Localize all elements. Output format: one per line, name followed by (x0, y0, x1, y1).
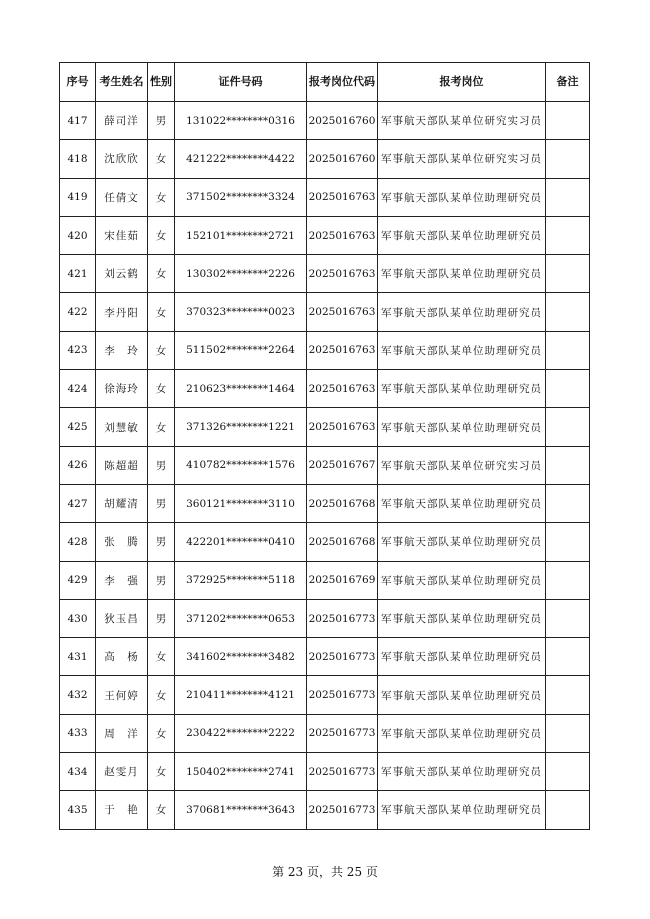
cell-name: 陈超超 (96, 446, 148, 484)
cell-note (546, 102, 590, 140)
cell-gender: 女 (148, 638, 175, 676)
cell-id: 421222********4422 (175, 140, 307, 178)
cell-id: 511502********2264 (175, 331, 307, 369)
table-row (60, 523, 590, 561)
cell-code: 2025016763 (307, 331, 378, 369)
cell-gender: 女 (148, 408, 175, 446)
header-id: 证件号码 (175, 63, 307, 102)
cell-seq: 426 (60, 446, 96, 484)
table-row (60, 561, 590, 599)
cell-gender: 女 (148, 331, 175, 369)
cell-id: 360121********3110 (175, 484, 307, 522)
cell-post: 军事航天部队某单位研究实习员 (378, 102, 546, 140)
cell-note (546, 140, 590, 178)
cell-post: 军事航天部队某单位助理研究员 (378, 484, 546, 522)
cell-post: 军事航天部队某单位助理研究员 (378, 370, 546, 408)
cell-seq: 428 (60, 523, 96, 561)
cell-seq: 422 (60, 293, 96, 331)
cell-code: 2025016769 (307, 561, 378, 599)
table-row (60, 370, 590, 408)
cell-gender: 男 (148, 446, 175, 484)
cell-id: 152101********2721 (175, 216, 307, 254)
cell-post: 军事航天部队某单位助理研究员 (378, 408, 546, 446)
cell-seq: 434 (60, 753, 96, 791)
cell-code: 2025016763 (307, 216, 378, 254)
cell-post: 军事航天部队某单位助理研究员 (378, 216, 546, 254)
table-row (60, 216, 590, 254)
cell-post: 军事航天部队某单位助理研究员 (378, 753, 546, 791)
cell-id: 370323********0023 (175, 293, 307, 331)
cell-note (546, 599, 590, 637)
cell-post: 军事航天部队某单位研究实习员 (378, 140, 546, 178)
cell-id: 422201********0410 (175, 523, 307, 561)
cell-post: 军事航天部队某单位助理研究员 (378, 293, 546, 331)
cell-id: 210411********4121 (175, 676, 307, 714)
cell-note (546, 484, 590, 522)
cell-id: 372925********5118 (175, 561, 307, 599)
table-row (60, 484, 590, 522)
cell-seq: 430 (60, 599, 96, 637)
cell-gender: 女 (148, 255, 175, 293)
header-gender: 性别 (148, 63, 175, 102)
table-row (60, 331, 590, 369)
cell-name: 薛司洋 (96, 102, 148, 140)
cell-gender: 女 (148, 676, 175, 714)
cell-seq: 427 (60, 484, 96, 522)
cell-id: 410782********1576 (175, 446, 307, 484)
cell-name: 李 玲 (96, 331, 148, 369)
cell-gender: 女 (148, 791, 175, 829)
cell-id: 130302********2226 (175, 255, 307, 293)
cell-seq: 419 (60, 178, 96, 216)
cell-gender: 男 (148, 102, 175, 140)
cell-code: 2025016763 (307, 370, 378, 408)
cell-gender: 男 (148, 599, 175, 637)
cell-code: 2025016773 (307, 638, 378, 676)
cell-note (546, 370, 590, 408)
cell-name: 于 艳 (96, 791, 148, 829)
cell-name: 张 腾 (96, 523, 148, 561)
cell-seq: 421 (60, 255, 96, 293)
cell-id: 131022********0316 (175, 102, 307, 140)
table-row (60, 102, 590, 140)
cell-post: 军事航天部队某单位助理研究员 (378, 331, 546, 369)
cell-name: 李丹阳 (96, 293, 148, 331)
cell-seq: 420 (60, 216, 96, 254)
cell-post: 军事航天部队某单位助理研究员 (378, 561, 546, 599)
cell-name: 徐海玲 (96, 370, 148, 408)
cell-name: 宋佳茹 (96, 216, 148, 254)
cell-note (546, 293, 590, 331)
cell-code: 2025016773 (307, 676, 378, 714)
cell-post: 军事航天部队某单位助理研究员 (378, 638, 546, 676)
cell-name: 李 强 (96, 561, 148, 599)
header-seq: 序号 (60, 63, 96, 102)
cell-gender: 女 (148, 216, 175, 254)
cell-note (546, 753, 590, 791)
cell-note (546, 408, 590, 446)
cell-code: 2025016768 (307, 523, 378, 561)
cell-seq: 432 (60, 676, 96, 714)
cell-gender: 女 (148, 293, 175, 331)
table-row (60, 599, 590, 637)
cell-seq: 417 (60, 102, 96, 140)
cell-note (546, 791, 590, 829)
cell-seq: 423 (60, 331, 96, 369)
table-row (60, 753, 590, 791)
table-row (60, 255, 590, 293)
table-row (60, 714, 590, 752)
cell-seq: 424 (60, 370, 96, 408)
cell-post: 军事航天部队某单位助理研究员 (378, 255, 546, 293)
table-row (60, 446, 590, 484)
cell-note (546, 561, 590, 599)
cell-name: 刘慧敏 (96, 408, 148, 446)
cell-note (546, 255, 590, 293)
header-note: 备注 (546, 63, 590, 102)
cell-seq: 433 (60, 714, 96, 752)
cell-note (546, 714, 590, 752)
table-row (60, 638, 590, 676)
cell-note (546, 523, 590, 561)
cell-code: 2025016760 (307, 102, 378, 140)
cell-name: 周 洋 (96, 714, 148, 752)
cell-code: 2025016768 (307, 484, 378, 522)
cell-note (546, 178, 590, 216)
header-post: 报考岗位 (378, 63, 546, 102)
cell-id: 371502********3324 (175, 178, 307, 216)
cell-post: 军事航天部队某单位助理研究员 (378, 676, 546, 714)
cell-seq: 425 (60, 408, 96, 446)
cell-code: 2025016773 (307, 753, 378, 791)
cell-gender: 女 (148, 140, 175, 178)
cell-note (546, 216, 590, 254)
cell-post: 军事航天部队某单位助理研究员 (378, 178, 546, 216)
cell-post: 军事航天部队某单位助理研究员 (378, 523, 546, 561)
cell-code: 2025016773 (307, 599, 378, 637)
candidate-table (59, 62, 590, 830)
cell-seq: 431 (60, 638, 96, 676)
cell-post: 军事航天部队某单位助理研究员 (378, 714, 546, 752)
cell-name: 高 杨 (96, 638, 148, 676)
cell-post: 军事航天部队某单位助理研究员 (378, 599, 546, 637)
cell-gender: 男 (148, 523, 175, 561)
cell-name: 刘云鹤 (96, 255, 148, 293)
cell-name: 胡耀清 (96, 484, 148, 522)
table-row (60, 178, 590, 216)
cell-gender: 女 (148, 753, 175, 791)
cell-post: 军事航天部队某单位助理研究员 (378, 791, 546, 829)
cell-post: 军事航天部队某单位研究实习员 (378, 446, 546, 484)
cell-id: 371326********1221 (175, 408, 307, 446)
table-row (60, 791, 590, 829)
header-code: 报考岗位代码 (307, 63, 378, 102)
cell-gender: 女 (148, 370, 175, 408)
cell-name: 沈欣欣 (96, 140, 148, 178)
cell-id: 150402********2741 (175, 753, 307, 791)
cell-id: 210623********1464 (175, 370, 307, 408)
cell-code: 2025016763 (307, 255, 378, 293)
cell-gender: 男 (148, 561, 175, 599)
cell-gender: 女 (148, 714, 175, 752)
table-row (60, 408, 590, 446)
table-row (60, 140, 590, 178)
table-body (60, 102, 590, 830)
cell-code: 2025016773 (307, 714, 378, 752)
cell-code: 2025016773 (307, 791, 378, 829)
cell-id: 230422********2222 (175, 714, 307, 752)
cell-gender: 男 (148, 484, 175, 522)
cell-gender: 女 (148, 178, 175, 216)
cell-note (546, 638, 590, 676)
cell-note (546, 676, 590, 714)
cell-code: 2025016763 (307, 178, 378, 216)
cell-code: 2025016767 (307, 446, 378, 484)
page-number: 第 23 页，共 25 页 (272, 865, 378, 879)
cell-seq: 435 (60, 791, 96, 829)
cell-seq: 429 (60, 561, 96, 599)
cell-id: 341602********3482 (175, 638, 307, 676)
cell-name: 赵雯月 (96, 753, 148, 791)
cell-code: 2025016763 (307, 408, 378, 446)
header-name: 考生姓名 (96, 63, 148, 102)
cell-code: 2025016763 (307, 293, 378, 331)
table-row (60, 293, 590, 331)
cell-id: 371202********0653 (175, 599, 307, 637)
cell-name: 任倩文 (96, 178, 148, 216)
cell-id: 370681********3643 (175, 791, 307, 829)
cell-seq: 418 (60, 140, 96, 178)
table-header-row (60, 63, 590, 102)
cell-name: 王何婷 (96, 676, 148, 714)
table-row (60, 676, 590, 714)
cell-code: 2025016760 (307, 140, 378, 178)
cell-name: 狄玉昌 (96, 599, 148, 637)
cell-note (546, 331, 590, 369)
cell-note (546, 446, 590, 484)
